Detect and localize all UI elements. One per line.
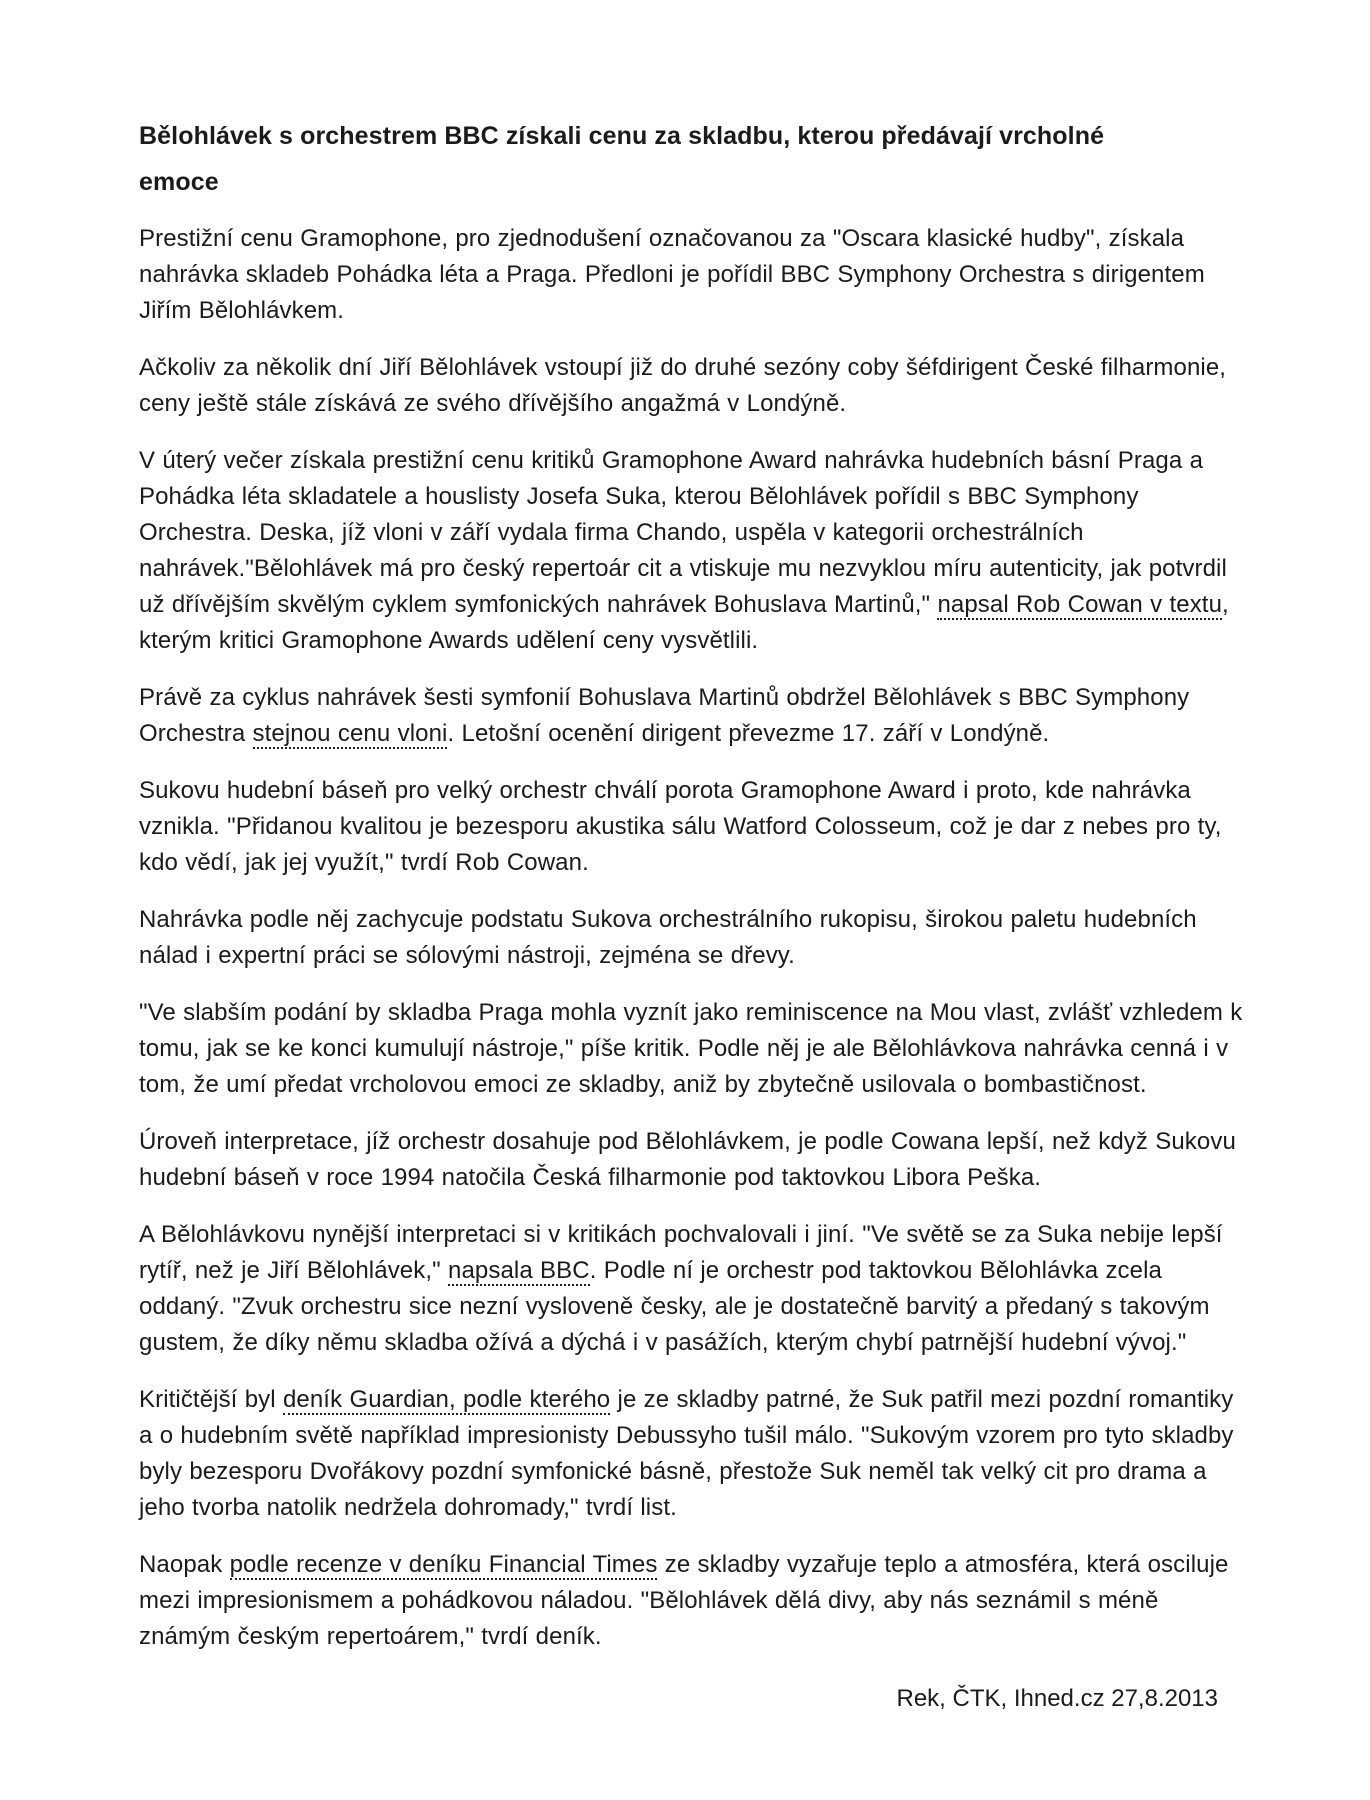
byline: Rek, ČTK, Ihned.cz 27,8.2013 xyxy=(896,1685,1218,1712)
hyperlink-text: napsala BBC xyxy=(448,1257,590,1284)
text-segment: ze skladby vyzařuje teplo a atmosféra, která osciluje mezi impresionismem a pohádkovou náladou. "Bělohlávek dělá divy, aby nás seznámil s méně známým českým repertoárem," tvrdí deník. xyxy=(139,1551,1229,1650)
text-segment: A Bělohlávkovu nynější interpretaci si v kritikách pochvalovali i jiní. "Ve světě se za Suka nebije lepší rytíř, než je Jiří Bělohlávek," xyxy=(139,1221,1223,1284)
text-segment: . Podle ní je orchestr pod taktovkou Bělohlávka zcela oddaný. "Zvuk orchestru sice nezní vysloveně česky, ale je dostatečně barvitý a předaný s takovým gustem, že díky němu skladba ožívá a dýchá i v pasážích, kterým chybí patrnější hudební vývoj." xyxy=(139,1257,1210,1356)
paragraph xyxy=(139,221,1245,329)
paragraph xyxy=(139,350,1245,422)
paragraph xyxy=(139,902,1245,974)
text-segment: Nahrávka podle něj zachycuje podstatu Sukova orchestrálního rukopisu, širokou paletu hudebních nálad i expertní práci se sólovými nástroji, zejména se dřevy. xyxy=(139,906,1197,969)
text-segment: Ačkoliv za několik dní Jiří Bělohlávek vstoupí již do druhé sezóny coby šéfdirigent České filharmonie, ceny ještě stále získává ze svého dřívějšího angažmá v Londýně. xyxy=(139,354,1227,417)
paragraph xyxy=(139,1382,1245,1526)
text-segment: . Letošní ocenění dirigent převezme 17. září v Londýně. xyxy=(447,720,1050,747)
paragraph xyxy=(139,443,1245,659)
text-segment: Kritičtější byl xyxy=(139,1386,283,1413)
hyperlink-text: stejnou cenu vloni xyxy=(252,720,448,747)
hyperlink-text: napsal Rob Cowan v textu xyxy=(937,591,1223,618)
paragraph xyxy=(139,1547,1245,1655)
text-segment: Právě za cyklus nahrávek šesti symfonií Bohuslava Martinů obdržel Bělohlávek s BBC Symphony Orchestra xyxy=(139,684,1190,747)
text-segment: , kterým kritici Gramophone Awards udělení ceny vysvětlili. xyxy=(139,591,1229,654)
text-segment: "Ve slabším podání by skladba Praga mohla vyznít jako reminiscence na Mou vlast, zvlášť vzhledem k tomu, jak se ke konci kumulují nástroje," píše kritik. Podle něj je ale Bělohlávkova nahrávka cenná i v tom, že umí předat vrcholovou emoci ze skladby, aniž by zbytečně usilovala o bombastičnost. xyxy=(139,999,1243,1098)
text-segment: Naopak xyxy=(139,1551,230,1578)
paragraph xyxy=(139,995,1245,1103)
hyperlink-text: deník Guardian, podle kterého xyxy=(282,1386,611,1413)
hyperlink-text: podle recenze v deníku Financial Times xyxy=(229,1551,658,1578)
text-segment: je ze skladby patrné, že Suk patřil mezi pozdní romantiky a o hudebním světě například impresionisty Debussyho tušil málo. "Sukovým vzorem pro tyto skladby byly bezesporu Dvořákovy pozdní symfonické básně, přestože Suk neměl tak velký cit pro drama a jeho tvorba natolik nedržela dohromady," tvrdí list. xyxy=(139,1386,1234,1521)
text-segment: Prestižní cenu Gramophone, pro zjednodušení označovanou za "Oscara klasické hudby", získala nahrávka skladeb Pohádka léta a Praga. Předloni je pořídil BBC Symphony Orchestra s dirigentem Jiřím Bělohlávkem. xyxy=(139,225,1205,324)
text-segment: V úterý večer získala prestižní cenu kritiků Gramophone Award nahrávka hudebních básní Praga a Pohádka léta skladatele a houslisty Josefa Suka, kterou Bělohlávek pořídil s BBC Symphony Orchestra. Deska, jíž vloni v září vydala firma Chando, uspěla v kategorii orchestrálních nahrávek."Bělohlávek má pro český repertoár cit a vtiskuje mu nezvyklou míru autenticity, jak potvrdil už dřívějším skvělým cyklem symfonických nahrávek Bohuslava Martinů," xyxy=(139,447,1227,618)
paragraph xyxy=(139,680,1245,752)
article-title: Bělohlávek s orchestrem BBC získali cenu za skladbu, kterou předávají vrcholné emoce xyxy=(139,122,1105,196)
text-segment: Sukovu hudební báseň pro velký orchestr chválí porota Gramophone Award i proto, kde nahrávka vznikla. "Přidanou kvalitou je bezesporu akustika sálu Watford Colosseum, což je dar z nebes pro ty, kdo vědí, jak jej využít," tvrdí Rob Cowan. xyxy=(139,777,1222,876)
text-segment: Úroveň interpretace, jíž orchestr dosahuje pod Bělohlávkem, je podle Cowana lepší, než když Sukovu hudební báseň v roce 1994 natočila Česká filharmonie pod taktovkou Libora Peška. xyxy=(139,1128,1236,1191)
article-body xyxy=(139,221,1252,1655)
paragraph xyxy=(139,773,1245,881)
paragraph xyxy=(139,1217,1245,1361)
paragraph xyxy=(139,1124,1245,1196)
